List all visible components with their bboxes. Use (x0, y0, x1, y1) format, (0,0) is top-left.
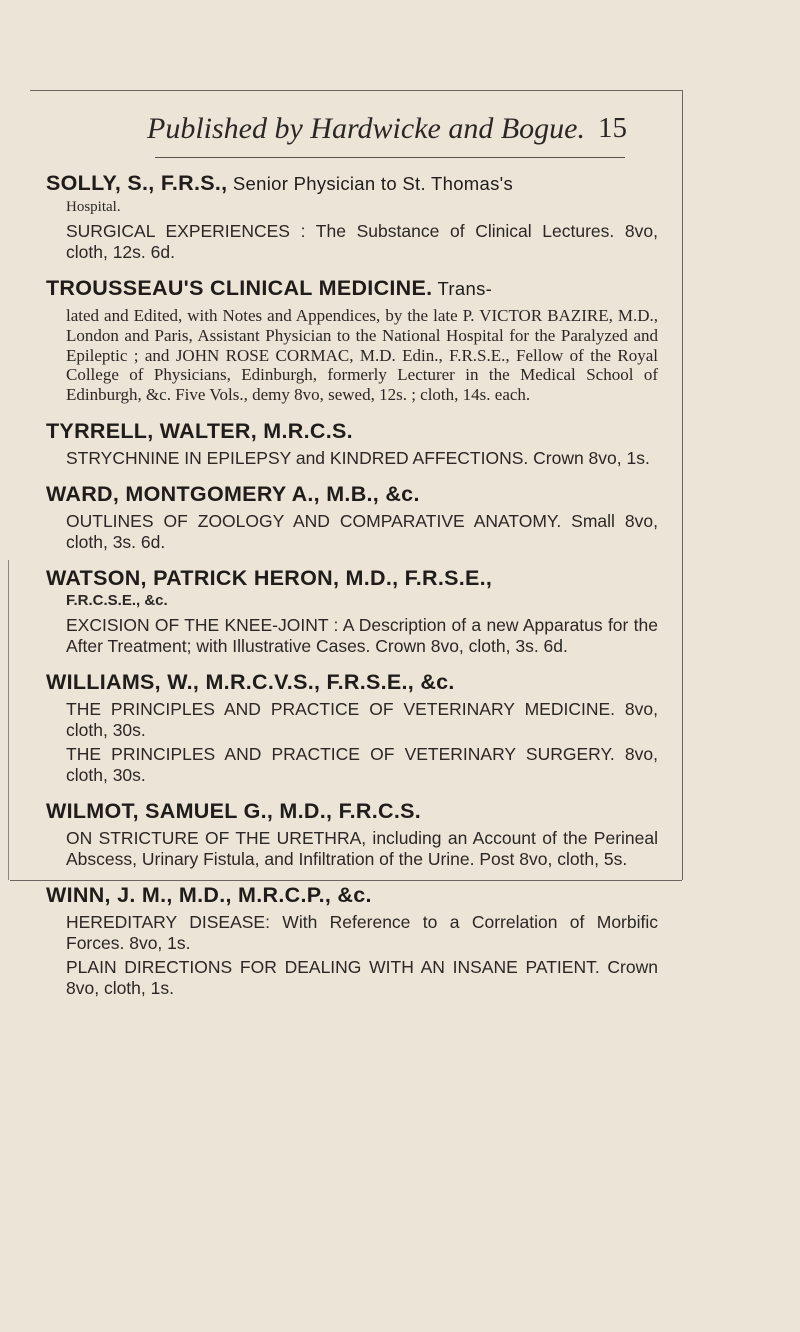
catalogue-entry (46, 170, 658, 262)
entry-author: WILMOT, SAMUEL G., M.D., F.R.C.S. (46, 799, 422, 824)
entry-author: WILLIAMS, W., M.R.C.V.S., F.R.S.E., &c. (46, 670, 455, 695)
catalogue-entry (46, 275, 658, 405)
running-header: Published by Hardwicke and Bogue. (147, 112, 585, 145)
entry-work: STRYCHNINE IN EPILEPSY and KINDRED AFFECTIONS. Crown 8vo, 1s. (66, 447, 650, 468)
page-number: 15 (598, 112, 627, 144)
catalogue-list (46, 170, 658, 1011)
catalogue-entry (46, 565, 658, 656)
page-frame-left (8, 560, 9, 880)
entry-author-desc: Hospital. (66, 199, 121, 215)
entry-author: SOLLY, S., F.R.S., Senior Physician to St. Thomas's (46, 171, 514, 195)
entry-work: THE PRINCIPLES AND PRACTICE OF VETERINARY MEDICINE. 8vo, cloth, 30s. (66, 699, 658, 740)
catalogue-entry (46, 669, 658, 785)
header-rule (155, 157, 625, 158)
page-frame-right (682, 90, 683, 880)
catalogue-entry (46, 882, 658, 998)
catalogue-entry (46, 798, 658, 869)
entry-work: ON STRICTURE OF THE URETHRA, including an Account of the Perineal Abscess, Urinary Fistula, and Infiltration of the Urine. Post 8vo, cloth, 5s. (66, 828, 658, 869)
catalogue-entry (46, 418, 658, 469)
entry-work: SURGICAL EXPERIENCES : The Substance of Clinical Lectures. 8vo, cloth, 12s. 6d. (66, 221, 658, 262)
entry-work: EXCISION OF THE KNEE-JOINT : A Description of a new Apparatus for the After Treatment; with Illustrative Cases. Crown 8vo, cloth, 3s. 6d. (66, 615, 658, 656)
entry-author: TROUSSEAU'S CLINICAL MEDICINE. Trans- (46, 276, 493, 300)
entry-work: OUTLINES OF ZOOLOGY AND COMPARATIVE ANATOMY. Small 8vo, cloth, 3s. 6d. (66, 511, 658, 552)
entry-author: TYRRELL, WALTER, M.R.C.S. (46, 418, 353, 443)
page-frame-top (30, 90, 682, 91)
entry-work: THE PRINCIPLES AND PRACTICE OF VETERINARY SURGERY. 8vo, cloth, 30s. (66, 744, 658, 785)
entry-author: WATSON, PATRICK HERON, M.D., F.R.S.E., (46, 566, 493, 591)
entry-work: HEREDITARY DISEASE: With Reference to a Correlation of Morbific Forces. 8vo, 1s. (66, 912, 658, 953)
catalogue-entry (46, 481, 658, 552)
entry-author-sub: F.R.C.S.E., &c. (66, 592, 168, 610)
entry-author: WARD, MONTGOMERY A., M.B., &c. (46, 482, 420, 507)
entry-work: PLAIN DIRECTIONS FOR DEALING WITH AN INSANE PATIENT. Crown 8vo, cloth, 1s. (66, 957, 658, 998)
entry-author: WINN, J. M., M.D., M.R.C.P., &c. (46, 883, 372, 908)
entry-description: lated and Edited, with Notes and Appendices, by the late P. VICTOR BAZIRE, M.D., London and Paris, Assistant Physician to the National Hospital for the Paralyzed and Epileptic ; and JOHN ROSE CORMAC, M.D. Edin., F.R.S.E., Fellow of the Royal College of Physicians, Edinburgh, formerly Lecturer in the Medical School of Edinburgh, &c. Five Vols., demy 8vo, sewed, 12s. ; cloth, 14s. each. (66, 306, 658, 405)
